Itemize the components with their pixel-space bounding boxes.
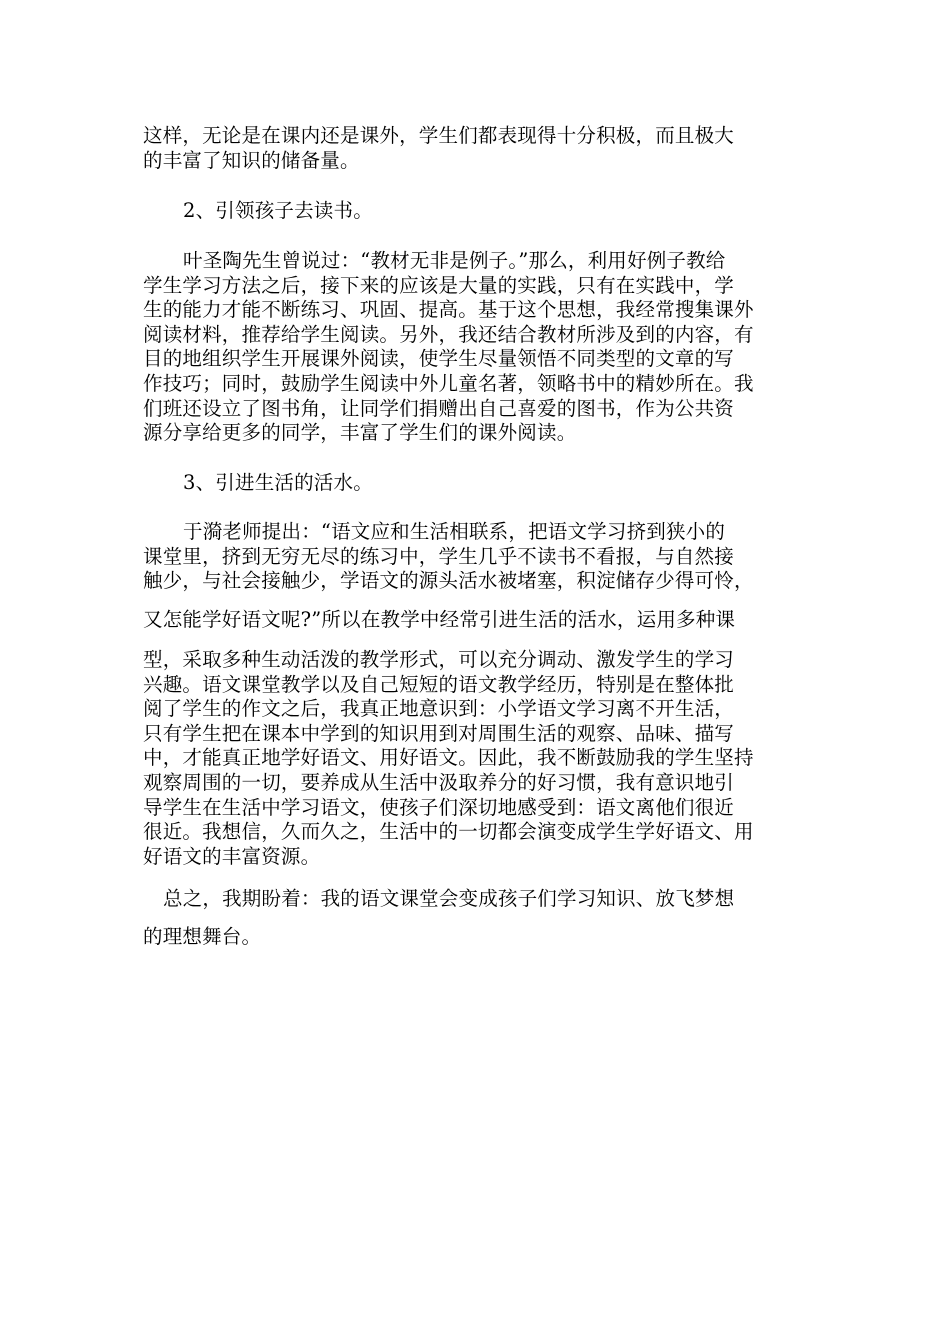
text-line: 总之，我期盼着：我的语文课堂会变成孩子们学习知识、放飞梦想 xyxy=(163,887,735,910)
text-line: 触少，与社会接触少，学语文的源头活水被堵塞，积淀储存少得可怜， xyxy=(143,569,754,593)
text-line: 们班还设立了图书角，让同学们捐赠出自己喜爱的图书，作为公共资 xyxy=(143,396,735,420)
text-line: 兴趣。语文课堂教学以及自己短短的语文教学经历，特别是在整体批 xyxy=(143,672,735,696)
heading-text: 3、引进生活的活水。 xyxy=(183,471,373,494)
text-line: 阅了学生的作文之后，我真正地意识到：小学语文学习离不开生活， xyxy=(143,697,735,721)
text-line: 作技巧；同时，鼓励学生阅读中外儿童名著，领略书中的精妙所在。我 xyxy=(143,371,754,395)
text-line: 很近。我想信，久而久之，生活中的一切都会演变成学生学好语文、用 xyxy=(143,820,754,844)
heading-text: 2、引领孩子去读书。 xyxy=(183,199,373,222)
paragraph-2 xyxy=(143,249,813,446)
paragraph-4 xyxy=(143,880,813,956)
text-line: 好语文的丰富资源。 xyxy=(143,844,321,868)
text-line: 生的能力才能不断练习、巩固、提高。基于这个思想，我经常搜集课外 xyxy=(143,298,754,322)
text-line: 只有学生把在课本中学到的知识用到对周围生活的观察、品味、描写 xyxy=(143,721,735,745)
text-line: 阅读材料，推荐给学生阅读。另外，我还结合教材所涉及到的内容，有 xyxy=(143,322,754,346)
paragraph-3 xyxy=(143,520,813,594)
text-line: 源分享给更多的同学，丰富了学生们的课外阅读。 xyxy=(143,421,577,445)
paragraph-3-continued-2 xyxy=(143,648,813,869)
text-line: 叶圣陶先生曾说过：“教材无非是例子。”那么，利用好例子教给 xyxy=(183,249,726,272)
text-line: 目的地组织学生开展课外阅读，使学生尽量领悟不同类型的文章的写 xyxy=(143,347,735,371)
paragraph-1 xyxy=(143,124,813,173)
text-line: 的理想舞台。 xyxy=(143,925,262,948)
paragraph-3-continued xyxy=(143,608,813,633)
section-heading-3 xyxy=(143,471,813,496)
text-line: 课堂里，挤到无穷无尽的练习中，学生几乎不读书不看报，与自然接 xyxy=(143,544,735,568)
text-line: 型，采取多种生动活泼的教学形式，可以充分调动、激发学生的学习 xyxy=(143,648,735,671)
text-line: 这样，无论是在课内还是课外，学生们都表现得十分积极，而且极大 xyxy=(143,124,735,147)
text-line: 学生学习方法之后，接下来的应该是大量的实践，只有在实践中，学 xyxy=(143,273,735,297)
text-line: 观察周围的一切，要养成从生活中汲取养分的好习惯，我有意识地引 xyxy=(143,770,735,794)
section-heading-2 xyxy=(143,199,813,224)
text-line: 又怎能学好语文呢?”所以在教学中经常引进生活的活水，运用多种课 xyxy=(143,608,736,631)
text-line: 中，才能真正地学好语文、用好语文。因此，我不断鼓励我的学生坚持 xyxy=(143,746,754,770)
text-line: 于漪老师提出：“语文应和生活相联系，把语文学习挤到狭小的 xyxy=(183,520,726,543)
text-line: 导学生在生活中学习语文，使孩子们深切地感受到：语文离他们很近 xyxy=(143,795,735,819)
text-line: 的丰富了知识的储备量。 xyxy=(143,148,360,172)
